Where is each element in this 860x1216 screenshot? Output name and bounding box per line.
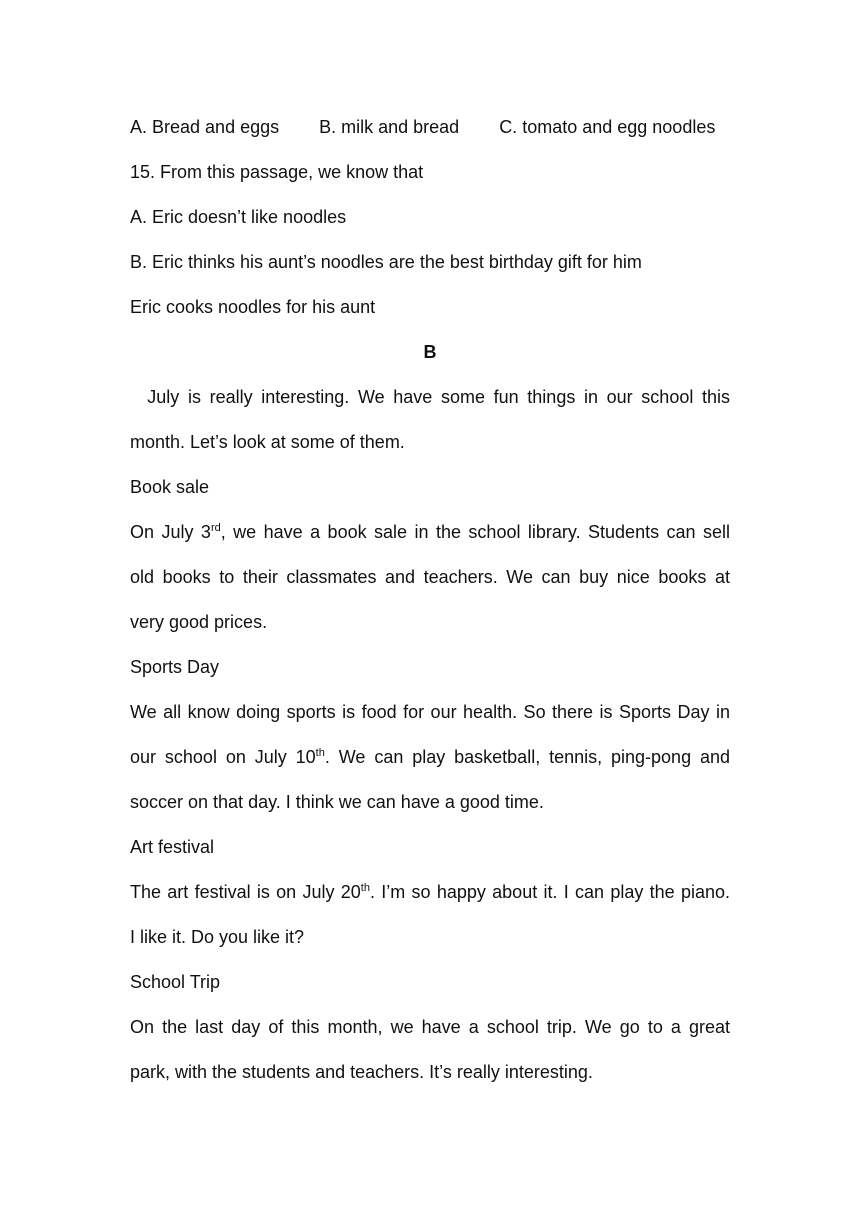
school-trip-line-1: On the last day of this month, we have a school trip. We go to a great <box>130 1017 730 1037</box>
option-c: C. tomato and egg noodles <box>499 117 716 137</box>
question-15-option-c: Eric cooks noodles for his aunt <box>130 297 376 317</box>
sports-day-line-2: our school on July 10th. We can play basketball, tennis, ping-pong and <box>130 747 730 767</box>
question-15-option-b: B. Eric thinks his aunt’s noodles are the best birthday gift for him <box>130 252 642 272</box>
art-festival-title: Art festival <box>130 837 215 857</box>
question-14-options <box>130 116 730 138</box>
school-trip-line-2: park, with the students and teachers. It’s really interesting. <box>130 1062 593 1082</box>
art-festival-line-1: The art festival is on July 20th. I’m so happy about it. I can play the piano. <box>130 882 730 902</box>
book-sale-line-1: On July 3rd, we have a book sale in the school library. Students can sell <box>130 522 730 542</box>
question-15-option-a: A. Eric doesn’t like noodles <box>130 207 347 227</box>
book-sale-line-3: very good prices. <box>130 612 268 632</box>
intro-line-1: July is really interesting. We have some fun things in our school this <box>130 387 730 407</box>
option-a: A. Bread and eggs <box>130 117 280 137</box>
intro-line-2: month. Let’s look at some of them. <box>130 432 405 452</box>
sports-day-line-1: We all know doing sports is food for our health. So there is Sports Day in <box>130 702 730 722</box>
book-sale-line-2: old books to their classmates and teachers. We can buy nice books at <box>130 567 730 587</box>
option-b: B. milk and bread <box>319 117 460 137</box>
book-sale-title: Book sale <box>130 477 210 497</box>
art-festival-line-2: I like it. Do you like it? <box>130 927 305 947</box>
question-15-stem: 15. From this passage, we know that <box>130 162 424 182</box>
section-heading: B <box>423 342 437 362</box>
sports-day-title: Sports Day <box>130 657 220 677</box>
sports-day-line-3: soccer on that day. I think we can have a good time. <box>130 792 544 812</box>
school-trip-title: School Trip <box>130 972 221 992</box>
